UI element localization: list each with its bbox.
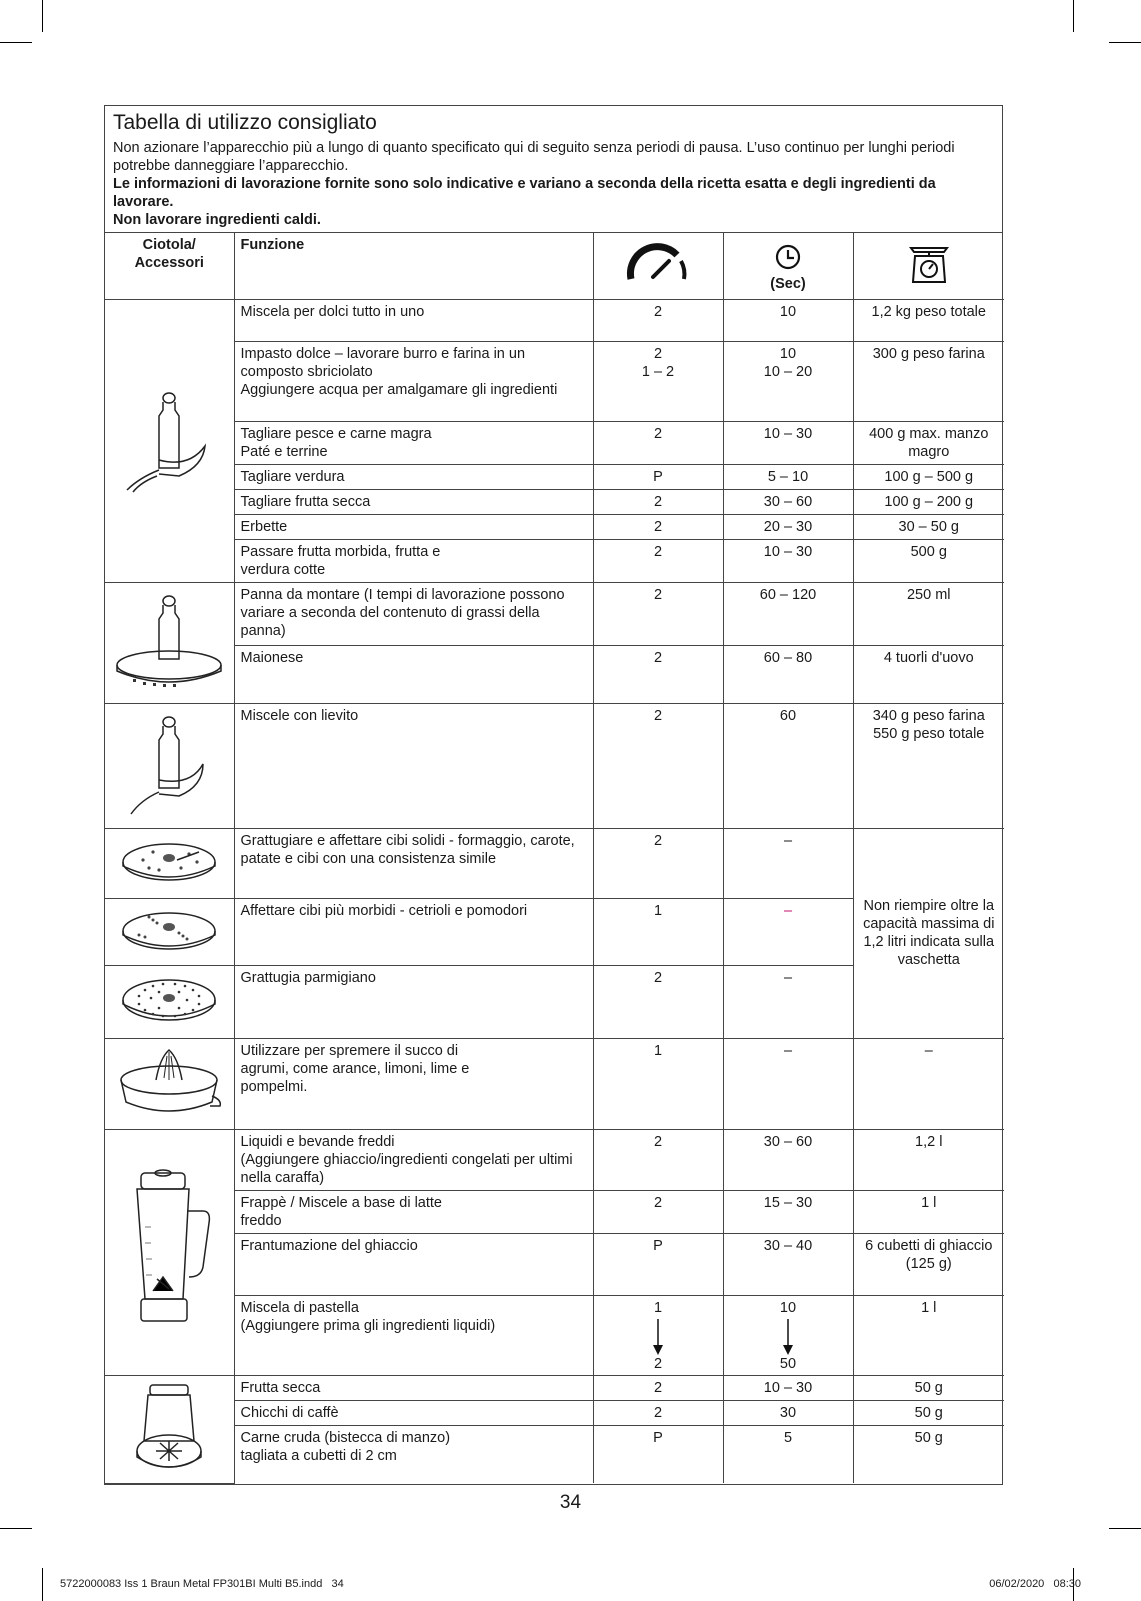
qty-cell: 50 g: [853, 1375, 1004, 1400]
qty-cell: 300 g peso farina: [853, 341, 1004, 421]
function-cell: Affettare cibi più morbidi - cetrioli e pomodori: [234, 898, 593, 965]
table-row: [105, 489, 1004, 514]
blender-jug-icon: [119, 1167, 219, 1337]
table-row: [105, 539, 1004, 582]
time-cell: 5: [723, 1425, 853, 1483]
qty-cell: 340 g peso farina 550 g peso totale: [853, 703, 1004, 828]
usage-table: [105, 233, 1004, 1484]
crop-mark: [1073, 0, 1074, 32]
clock-icon: [773, 242, 803, 272]
function-cell: Liquidi e bevande freddi (Aggiungere ghiaccio/ingredienti congelati per ultimi nella caraffa): [234, 1129, 593, 1190]
speed-cell: 2: [593, 421, 723, 464]
crop-mark: [42, 0, 43, 32]
table-row: [105, 645, 1004, 703]
function-cell: Carne cruda (bistecca di manzo) tagliata a cubetti di 2 cm: [234, 1425, 593, 1483]
speed-cell: 2: [593, 1400, 723, 1425]
usage-table-sheet: [104, 105, 1003, 1485]
intro-text: [113, 139, 994, 229]
function-cell: Miscele con lievito: [234, 703, 593, 828]
table-row: [105, 1190, 1004, 1233]
function-cell: Grattugia parmigiano: [234, 965, 593, 1038]
qty-cell: 250 ml: [853, 582, 1004, 645]
time-cell: 5 – 10: [723, 464, 853, 489]
function-cell: Frantumazione del ghiaccio: [234, 1233, 593, 1295]
speed-from: 1: [653, 1299, 663, 1316]
speed-cell: P: [593, 1425, 723, 1483]
time-cell: 30 – 60: [723, 489, 853, 514]
table-row: [105, 1129, 1004, 1190]
crop-mark: [0, 1528, 32, 1529]
table-row: [105, 1400, 1004, 1425]
table-row: [105, 1295, 1004, 1375]
time-cell: 15 – 30: [723, 1190, 853, 1233]
speed-cell: 2: [593, 645, 723, 703]
qty-cell: 500 g: [853, 539, 1004, 582]
table-row: [105, 1425, 1004, 1483]
table-row: [105, 341, 1004, 421]
table-row: [105, 514, 1004, 539]
speed-cell: 2: [593, 1375, 723, 1400]
crop-mark: [1109, 42, 1141, 43]
accessory-cell: [105, 828, 234, 898]
table-row: [105, 703, 1004, 828]
time-cell: 10 – 30: [723, 1375, 853, 1400]
accessory-cell: [105, 299, 234, 582]
speed-cell: 2: [593, 703, 723, 828]
speed-cell: 2: [593, 965, 723, 1038]
intro-normal: Non azionare l’apparecchio più a lungo di quanto specificato qui di seguito senza periodi di pausa. L’uso continuo per lunghi periodi potrebbe danneggiare l’apparecchio.: [113, 140, 955, 174]
speed-cell: 2: [593, 1129, 723, 1190]
table-header-row: [105, 233, 1004, 299]
time-cell: 60 – 80: [723, 645, 853, 703]
table-row: [105, 1233, 1004, 1295]
page-title: Tabella di utilizzo consigliato: [113, 111, 377, 134]
function-cell: Frutta secca: [234, 1375, 593, 1400]
accessory-cell: [105, 898, 234, 965]
slicing-disc-icon: [119, 838, 219, 888]
scale-icon: [907, 242, 951, 284]
speed-cell: 2: [593, 582, 723, 645]
time-cell: 30: [723, 1400, 853, 1425]
dough-blade-icon: [119, 714, 219, 818]
crop-mark: [42, 1568, 43, 1601]
table-row: [105, 1038, 1004, 1129]
time-cell: 30 – 60: [723, 1129, 853, 1190]
speed-cell: 2: [593, 514, 723, 539]
speed-cell: 2: [593, 489, 723, 514]
function-cell: Panna da montare (I tempi di lavorazione possono variare a seconda del contenuto di grassi della panna): [234, 582, 593, 645]
function-cell: Frappè / Miscele a base di latte freddo: [234, 1190, 593, 1233]
qty-cell: 50 g: [853, 1425, 1004, 1483]
table-row: [105, 582, 1004, 645]
accessory-cell: [105, 703, 234, 828]
speed-header: [593, 233, 723, 299]
speed-cell: [593, 1295, 723, 1375]
time-cell: 60 – 120: [723, 582, 853, 645]
intro-bold-1: Le informazioni di lavorazione fornite sono solo indicative e variano a seconda della ricetta esatta e degli ingredienti da lavorare.: [113, 176, 936, 210]
time-cell: –: [723, 828, 853, 898]
qty-cell: 30 – 50 g: [853, 514, 1004, 539]
time-cell: 60: [723, 703, 853, 828]
arrow-down-icon: [652, 1319, 664, 1355]
speed-cell: 2: [593, 1190, 723, 1233]
time-cell: 30 – 40: [723, 1233, 853, 1295]
accessory-cell: [105, 1038, 234, 1129]
function-cell: Impasto dolce – lavorare burro e farina in un composto sbriciolato Aggiungere acqua per amalgamare gli ingredienti: [234, 341, 593, 421]
function-cell: Maionese: [234, 645, 593, 703]
function-cell: Miscela di pastella (Aggiungere prima gli ingredienti liquidi): [234, 1295, 593, 1375]
time-from: 10: [779, 1299, 797, 1316]
fine-slicing-disc-icon: [119, 907, 219, 957]
time-cell: 10 10 – 20: [723, 341, 853, 421]
qty-cell: 1 l: [853, 1295, 1004, 1375]
accessory-cell: [105, 582, 234, 703]
table-row: [105, 1375, 1004, 1400]
page-number: 34: [559, 1492, 582, 1513]
speed-to: 2: [653, 1355, 663, 1372]
qty-header: [853, 233, 1004, 299]
time-unit-label: (Sec): [770, 276, 806, 292]
time-cell: [723, 1295, 853, 1375]
function-cell: Tagliare verdura: [234, 464, 593, 489]
qty-cell: 100 g – 500 g: [853, 464, 1004, 489]
accessory-cell: [105, 1375, 234, 1483]
time-cell: 10 – 30: [723, 421, 853, 464]
qty-cell: 50 g: [853, 1400, 1004, 1425]
citrus-press-icon: [114, 1046, 224, 1122]
time-cell: –: [723, 965, 853, 1038]
table-row: [105, 421, 1004, 464]
function-cell: Utilizzare per spremere il succo di agrumi, come arance, limoni, lime e pompelmi.: [234, 1038, 593, 1129]
table-row: [105, 299, 1004, 341]
grating-disc-icon: [119, 974, 219, 1030]
table-row: [105, 464, 1004, 489]
footer-file-info: 5722000083 Iss 1 Braun Metal FP301BI Multi B5.indd 34: [60, 1578, 344, 1590]
time-cell: 10 – 30: [723, 539, 853, 582]
speed-gauge-icon: [623, 243, 693, 283]
qty-cell: 1 l: [853, 1190, 1004, 1233]
speed-cell: 2: [593, 299, 723, 341]
qty-cell: –: [853, 1038, 1004, 1129]
time-cell: 10: [723, 299, 853, 341]
qty-cell: 400 g max. manzo magro: [853, 421, 1004, 464]
time-cell: –: [723, 898, 853, 965]
function-header: Funzione: [234, 233, 593, 299]
function-cell: Passare frutta morbida, frutta e verdura cotte: [234, 539, 593, 582]
accessory-cell: [105, 1129, 234, 1375]
function-cell: Tagliare frutta secca: [234, 489, 593, 514]
chopping-blade-icon: [119, 386, 219, 496]
function-cell: Miscela per dolci tutto in uno: [234, 299, 593, 341]
function-cell: Erbette: [234, 514, 593, 539]
speed-cell: 2 1 – 2: [593, 341, 723, 421]
function-cell: Tagliare pesce e carne magra Paté e terrine: [234, 421, 593, 464]
bowl-header: Ciotola/ Accessori: [105, 233, 234, 299]
speed-cell: P: [593, 464, 723, 489]
qty-cell: 1,2 kg peso totale: [853, 299, 1004, 341]
qty-cell: 100 g – 200 g: [853, 489, 1004, 514]
speed-cell: 2: [593, 828, 723, 898]
table-heading: [105, 106, 1002, 233]
speed-cell: 1: [593, 1038, 723, 1129]
time-cell: –: [723, 1038, 853, 1129]
table-row: [105, 828, 1004, 898]
time-header: [723, 233, 853, 299]
speed-cell: P: [593, 1233, 723, 1295]
qty-cell: 4 tuorli d'uovo: [853, 645, 1004, 703]
speed-cell: 2: [593, 539, 723, 582]
qty-cell: 1,2 l: [853, 1129, 1004, 1190]
footer-date-time: 06/02/2020 08:30: [989, 1578, 1081, 1590]
arrow-down-icon: [782, 1319, 794, 1355]
whisk-disc-icon: [113, 593, 225, 693]
accessory-cell: [105, 965, 234, 1038]
function-cell: Chicchi di caffè: [234, 1400, 593, 1425]
grinder-cup-icon: [124, 1381, 214, 1477]
speed-cell: 1: [593, 898, 723, 965]
qty-cell: Non riempire oltre la capacità massima di 1,2 litri indicata sulla vaschetta: [853, 828, 1004, 1038]
time-to: 50: [779, 1355, 797, 1372]
intro-bold-2: Non lavorare ingredienti caldi.: [113, 212, 321, 228]
crop-mark: [1109, 1528, 1141, 1529]
crop-mark: [0, 42, 32, 43]
time-cell: 20 – 30: [723, 514, 853, 539]
qty-cell: 6 cubetti di ghiaccio (125 g): [853, 1233, 1004, 1295]
function-cell: Grattugiare e affettare cibi solidi - formaggio, carote, patate e cibi con una consistenza simile: [234, 828, 593, 898]
